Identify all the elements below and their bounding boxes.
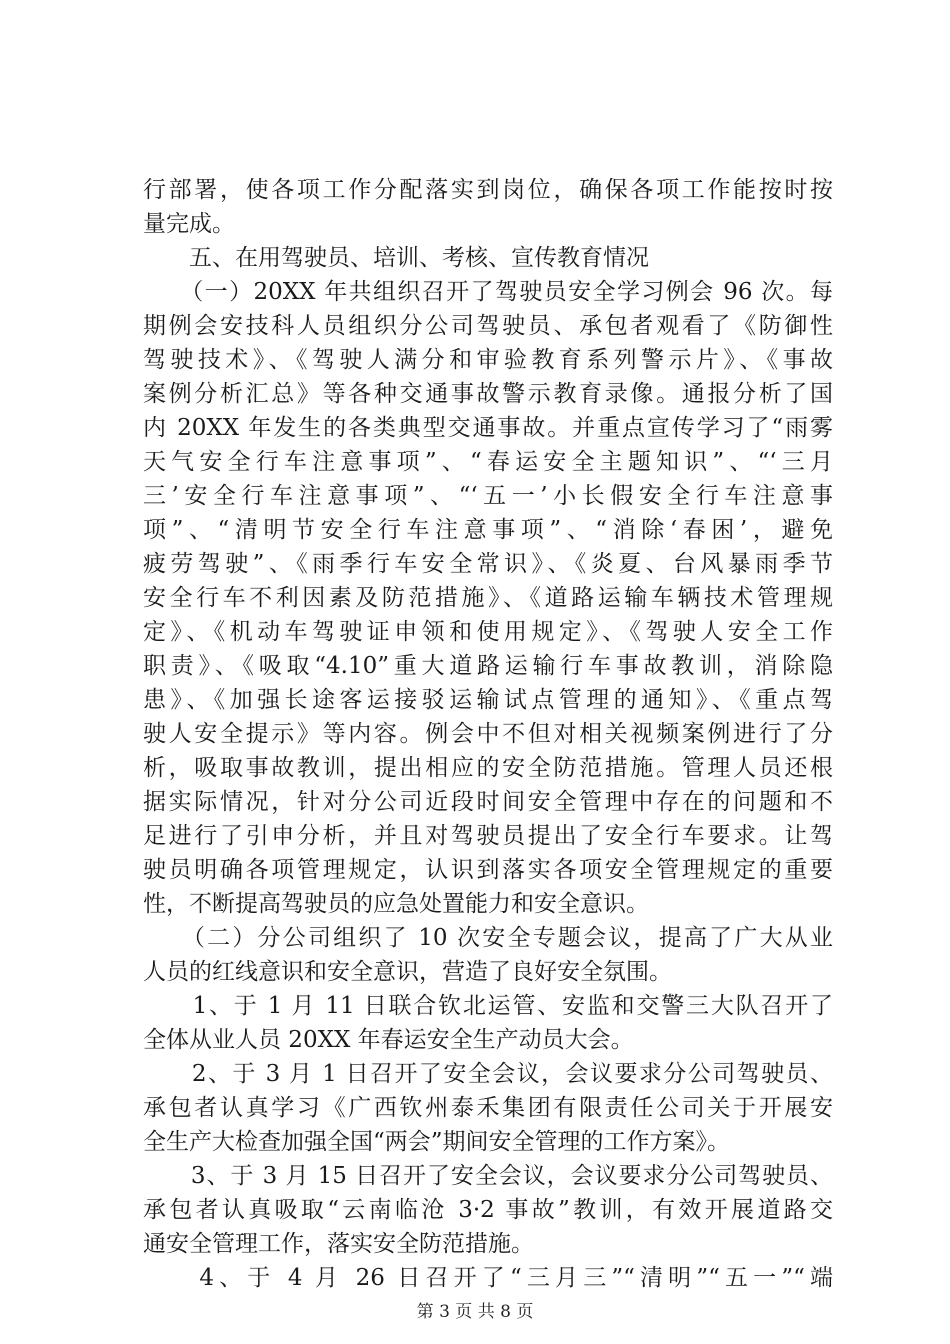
text-line: 1、于 1 月 11 日联合钦北运管、安监和交警三大队召开了 xyxy=(143,993,833,1019)
text-line: 析，吸取事故教训，提出相应的安全防范措施。管理人员还根 xyxy=(143,755,833,781)
text-line: 足进行了引申分析，并且对驾驶员提出了安全行车要求。让驾 xyxy=(143,823,833,849)
text-line: 项”、“清明节安全行车注意事项”、“消除‘春困’，避免 xyxy=(143,517,833,543)
text-line: 期例会安技科人员组织分公司驾驶员、承包者观看了《防御性 xyxy=(143,313,833,339)
page-footer: 第 3 页 共 8 页 xyxy=(416,1302,534,1322)
text-line: 全体从业人员 20XX 年春运安全生产动员大会。 xyxy=(143,1027,634,1053)
text-line: 驶人安全提示》等内容。例会中不但对相关视频案例进行了分 xyxy=(143,721,833,747)
text-line: 内 20XX 年发生的各类典型交通事故。并重点宣传学习了“雨雾 xyxy=(143,415,833,441)
text-line: 2、于 3 月 1 日召开了安全会议，会议要求分公司驾驶员、 xyxy=(143,1061,833,1087)
text-line: 通安全管理工作，落实安全防范措施。 xyxy=(143,1231,534,1257)
text-line: 4、于 4 月 26 日召开了“三月三”“清明”“五一”“端 xyxy=(143,1265,833,1291)
text-line: 安全行车不利因素及防范措施》、《道路运输车辆技术管理规 xyxy=(143,585,833,611)
text-line: 行部署，使各项工作分配落实到岗位，确保各项工作能按时按 xyxy=(143,177,833,203)
text-line: 全生产大检查加强全国“两会”期间安全管理的工作方案》。 xyxy=(143,1129,731,1155)
text-line: 定》、《机动车驾驶证申领和使用规定》、《驾驶人安全工作 xyxy=(143,619,833,645)
text-line: 职责》、《吸取“4.10”重大道路运输行车事故教训，消除隐 xyxy=(143,653,833,679)
text-line: 人员的红线意识和安全意识，营造了良好安全氛围。 xyxy=(143,959,672,985)
text-line: 案例分析汇总》等各种交通事故警示教育录像。通报分析了国 xyxy=(143,381,833,407)
text-line: （二）分公司组织了 10 次安全专题会议，提高了广大从业 xyxy=(143,925,833,951)
text-line: 承包者认真吸取“云南临沧 3·2 事故”教训，有效开展道路交 xyxy=(143,1197,833,1223)
text-line: 量完成。 xyxy=(143,211,235,237)
text-line: 据实际情况，针对分公司近段时间安全管理中存在的问题和不 xyxy=(143,789,833,815)
text-line: 3、于 3 月 15 日召开了安全会议，会议要求分公司驾驶员、 xyxy=(143,1163,833,1189)
text-line: 承包者认真学习《广西钦州泰禾集团有限责任公司关于开展安 xyxy=(143,1095,833,1121)
section-heading: 五、在用驾驶员、培训、考核、宣传教育情况 xyxy=(143,245,649,271)
text-line: 患》、《加强长途客运接驳运输试点管理的通知》、《重点驾 xyxy=(143,687,833,713)
text-line: 驾驶技术》、《驾驶人满分和审验教育系列警示片》、《事故 xyxy=(143,347,833,373)
text-line: 性，不断提高驾驶员的应急处置能力和安全意识。 xyxy=(143,891,649,917)
text-line: 驶员明确各项管理规定，认识到落实各项安全管理规定的重要 xyxy=(143,857,833,883)
text-line: 天气安全行车注意事项”、“春运安全主题知识”、“‘三月 xyxy=(143,449,833,475)
text-line: 疲劳驾驶”、《雨季行车安全常识》、《炎夏、台风暴雨季节 xyxy=(143,551,833,577)
text-line: （一）20XX 年共组织召开了驾驶员安全学习例会 96 次。每 xyxy=(143,279,833,305)
text-line: 三’安全行车注意事项”、“‘五一’小长假安全行车注意事 xyxy=(143,483,833,509)
